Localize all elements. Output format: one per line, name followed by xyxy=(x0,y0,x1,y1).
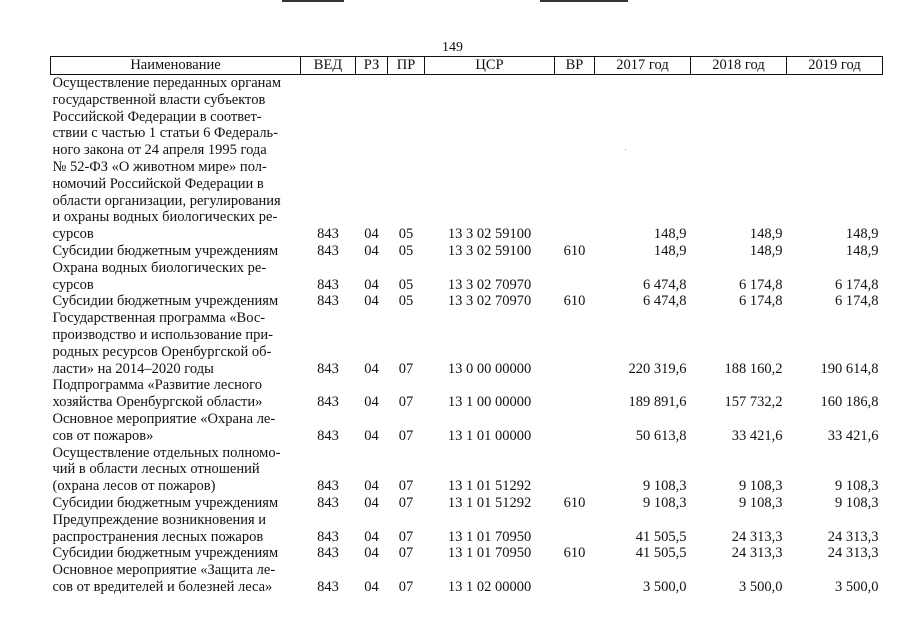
cell-rz: 04 xyxy=(364,226,379,243)
cell-rz: 04 xyxy=(364,578,379,595)
name-line: Основное мероприятие «Защита ле- xyxy=(52,562,276,579)
cell-2019: 33 421,6 xyxy=(827,427,879,444)
cell-ved: 843 xyxy=(317,578,339,595)
header-ved: ВЕД xyxy=(301,57,356,75)
cell-pr: 07 xyxy=(398,545,414,562)
cell-name xyxy=(51,293,301,310)
name-line: Субсидии бюджетным учреждениям xyxy=(52,293,279,310)
cell-pr: 05 xyxy=(398,226,414,243)
cell-csr: 13 1 01 51292 xyxy=(447,478,532,495)
top-rule-right xyxy=(540,0,628,2)
header-rz: РЗ xyxy=(356,57,388,75)
cell-csr: 13 3 02 70970 xyxy=(447,276,532,293)
cell-2018: 9 108,3 xyxy=(739,494,783,511)
cell-2017: 220 319,6 xyxy=(628,360,687,377)
cell-name xyxy=(51,260,301,294)
header-2017: 2017 год xyxy=(595,57,691,75)
cell-pr: 05 xyxy=(398,242,414,259)
name-line: хозяйства Оренбургской области» xyxy=(52,394,263,411)
cell-name xyxy=(51,75,301,243)
cell-pr: 07 xyxy=(398,478,414,495)
cell-2017: 9 108,3 xyxy=(643,494,687,511)
table-row xyxy=(51,445,883,495)
cell-2018: 9 108,3 xyxy=(739,478,783,495)
table-row xyxy=(51,562,883,596)
table-row xyxy=(51,495,883,512)
budget-table xyxy=(50,56,883,596)
table-body xyxy=(51,75,883,596)
cell-vr xyxy=(555,260,595,294)
table-row xyxy=(51,377,883,411)
page-number: 149 xyxy=(442,40,463,55)
cell-pr: 07 xyxy=(398,394,414,411)
cell-name xyxy=(51,411,301,445)
cell-vr xyxy=(555,445,595,495)
name-line: номочий Российской Федерации в xyxy=(52,175,264,192)
name-line: № 52-ФЗ «О животном мире» пол- xyxy=(52,158,267,175)
cell-2017: 3 500,0 xyxy=(643,578,687,595)
cell-2019: 9 108,3 xyxy=(835,478,879,495)
cell-ved: 843 xyxy=(317,494,339,511)
cell-ved: 843 xyxy=(317,226,339,243)
cell-vr: 610 xyxy=(563,242,586,259)
table-row xyxy=(51,411,883,445)
cell-rz: 04 xyxy=(364,427,379,444)
cell-pr: 07 xyxy=(398,427,414,444)
cell-vr: 610 xyxy=(563,494,586,511)
cell-pr: 07 xyxy=(398,360,414,377)
cell-pr: 07 xyxy=(398,578,414,595)
name-line: производство и использование при- xyxy=(52,326,274,343)
name-line: Российской Федерации в соответ- xyxy=(52,108,262,125)
name-line: Подпрограмма «Развитие лесного xyxy=(52,377,262,394)
cell-2019: 190 614,8 xyxy=(820,360,879,377)
cell-2017: 9 108,3 xyxy=(643,478,687,495)
cell-2017: 50 613,8 xyxy=(635,427,687,444)
cell-2018: 157 732,2 xyxy=(724,394,783,411)
cell-vr xyxy=(555,310,595,377)
table-row xyxy=(51,260,883,294)
cell-csr: 13 1 01 00000 xyxy=(447,427,532,444)
cell-2018: 148,9 xyxy=(749,242,783,259)
cell-2019: 3 500,0 xyxy=(835,578,879,595)
cell-pr: 07 xyxy=(398,528,414,545)
cell-vr xyxy=(555,512,595,546)
name-line: (охрана лесов от пожаров) xyxy=(52,478,216,495)
name-line: ласти» на 2014–2020 годы xyxy=(52,360,214,377)
cell-name xyxy=(51,562,301,596)
cell-name xyxy=(51,310,301,377)
table-header xyxy=(51,57,883,75)
cell-2019: 24 313,3 xyxy=(827,528,879,545)
cell-rz: 04 xyxy=(364,494,379,511)
cell-2018: 24 313,3 xyxy=(731,528,783,545)
cell-pr: 07 xyxy=(398,494,414,511)
cell-rz: 04 xyxy=(364,360,379,377)
header-csr: ЦСР xyxy=(425,57,555,75)
cell-pr: 05 xyxy=(398,276,414,293)
cell-rz: 04 xyxy=(364,528,379,545)
cell-ved: 843 xyxy=(317,242,339,259)
name-line: сурсов xyxy=(52,276,94,293)
cell-name xyxy=(51,495,301,512)
top-rule-left xyxy=(282,0,344,2)
cell-csr: 13 1 02 00000 xyxy=(447,578,532,595)
cell-2017: 189 891,6 xyxy=(628,394,687,411)
name-line: области организации, регулирования xyxy=(52,192,281,209)
table-row xyxy=(51,243,883,260)
header-pr: ПР xyxy=(388,57,425,75)
name-line: ствии с частью 1 статьи 6 Федераль- xyxy=(52,125,278,142)
cell-2019: 148,9 xyxy=(845,242,879,259)
cell-ved: 843 xyxy=(317,545,339,562)
cell-csr: 13 3 02 59100 xyxy=(447,226,532,243)
cell-vr xyxy=(555,75,595,243)
name-line: распространения лесных пожаров xyxy=(52,528,264,545)
cell-2019: 148,9 xyxy=(845,226,879,243)
header-2019: 2019 год xyxy=(787,57,883,75)
cell-ved: 843 xyxy=(317,478,339,495)
header-row xyxy=(51,57,883,75)
name-line: Охрана водных биологических ре- xyxy=(52,259,267,276)
name-line: чий в области лесных отношений xyxy=(52,461,260,478)
name-line: сурсов xyxy=(52,226,94,243)
cell-vr: 610 xyxy=(563,545,586,562)
cell-rz: 04 xyxy=(364,394,379,411)
table-row xyxy=(51,293,883,310)
cell-vr xyxy=(555,377,595,411)
cell-csr: 13 0 00 00000 xyxy=(447,360,532,377)
cell-ved: 843 xyxy=(317,427,339,444)
cell-name xyxy=(51,243,301,260)
cell-name xyxy=(51,545,301,562)
cell-csr: 13 3 02 59100 xyxy=(447,242,532,259)
cell-rz: 04 xyxy=(364,242,379,259)
cell-2018: 3 500,0 xyxy=(739,578,783,595)
cell-ved: 843 xyxy=(317,394,339,411)
cell-rz: 04 xyxy=(364,478,379,495)
cell-2018: 148,9 xyxy=(749,226,783,243)
table-row xyxy=(51,75,883,243)
name-line: государственной власти субъектов xyxy=(52,91,266,108)
name-line: Осуществление переданных органам xyxy=(52,75,282,91)
table-row xyxy=(51,310,883,377)
name-line: Предупреждение возникновения и xyxy=(52,511,267,528)
name-line: Основное мероприятие «Охрана ле- xyxy=(52,410,276,427)
name-line: ного закона от 24 апреля 1995 года xyxy=(52,142,267,159)
cell-ved: 843 xyxy=(317,293,339,310)
header-vr: ВР xyxy=(555,57,595,75)
cell-csr: 13 1 01 70950 xyxy=(447,545,532,562)
name-line: Государственная программа «Вос- xyxy=(52,310,266,327)
name-line: и охраны водных биологических ре- xyxy=(52,209,278,226)
cell-2017: 41 505,5 xyxy=(635,528,687,545)
name-line: Осуществление отдельных полномо- xyxy=(52,444,281,461)
cell-2017: 6 474,8 xyxy=(643,293,687,310)
cell-2017: 41 505,5 xyxy=(635,545,687,562)
cell-vr xyxy=(555,562,595,596)
cell-name xyxy=(51,512,301,546)
cell-csr: 13 1 01 51292 xyxy=(447,494,532,511)
cell-2019: 24 313,3 xyxy=(827,545,879,562)
cell-csr: 13 1 01 70950 xyxy=(447,528,532,545)
cell-ved: 843 xyxy=(317,360,339,377)
table-row xyxy=(51,512,883,546)
cell-2019: 160 186,8 xyxy=(820,394,879,411)
cell-vr xyxy=(555,411,595,445)
cell-ved: 843 xyxy=(317,276,339,293)
cell-pr: 05 xyxy=(398,293,414,310)
name-line: Субсидии бюджетным учреждениям xyxy=(52,545,279,562)
name-line: сов от пожаров» xyxy=(52,427,154,444)
cell-2018: 24 313,3 xyxy=(731,545,783,562)
name-line: родных ресурсов Оренбургской об- xyxy=(52,343,272,360)
name-line: сов от вредителей и болезней леса» xyxy=(52,578,273,595)
cell-2018: 33 421,6 xyxy=(731,427,783,444)
header-name: Наименование xyxy=(51,57,301,75)
cell-2018: 6 174,8 xyxy=(739,276,783,293)
name-line: Субсидии бюджетным учреждениям xyxy=(52,494,279,511)
cell-2019: 6 174,8 xyxy=(835,293,879,310)
cell-2018: 6 174,8 xyxy=(739,293,783,310)
cell-2017: 6 474,8 xyxy=(643,276,687,293)
cell-2017: 148,9 xyxy=(653,226,687,243)
cell-rz: 04 xyxy=(364,293,379,310)
cell-2019: 9 108,3 xyxy=(835,494,879,511)
cell-2018: 188 160,2 xyxy=(724,360,783,377)
cell-csr: 13 3 02 70970 xyxy=(447,293,532,310)
header-2018: 2018 год xyxy=(691,57,787,75)
name-line: Субсидии бюджетным учреждениям xyxy=(52,242,279,259)
table-row xyxy=(51,545,883,562)
cell-name xyxy=(51,445,301,495)
cell-2017: 148,9 xyxy=(653,242,687,259)
cell-vr: 610 xyxy=(563,293,586,310)
cell-csr: 13 1 00 00000 xyxy=(447,394,532,411)
cell-rz: 04 xyxy=(364,545,379,562)
cell-name xyxy=(51,377,301,411)
cell-ved: 843 xyxy=(317,528,339,545)
cell-rz: 04 xyxy=(364,276,379,293)
cell-2019: 6 174,8 xyxy=(835,276,879,293)
